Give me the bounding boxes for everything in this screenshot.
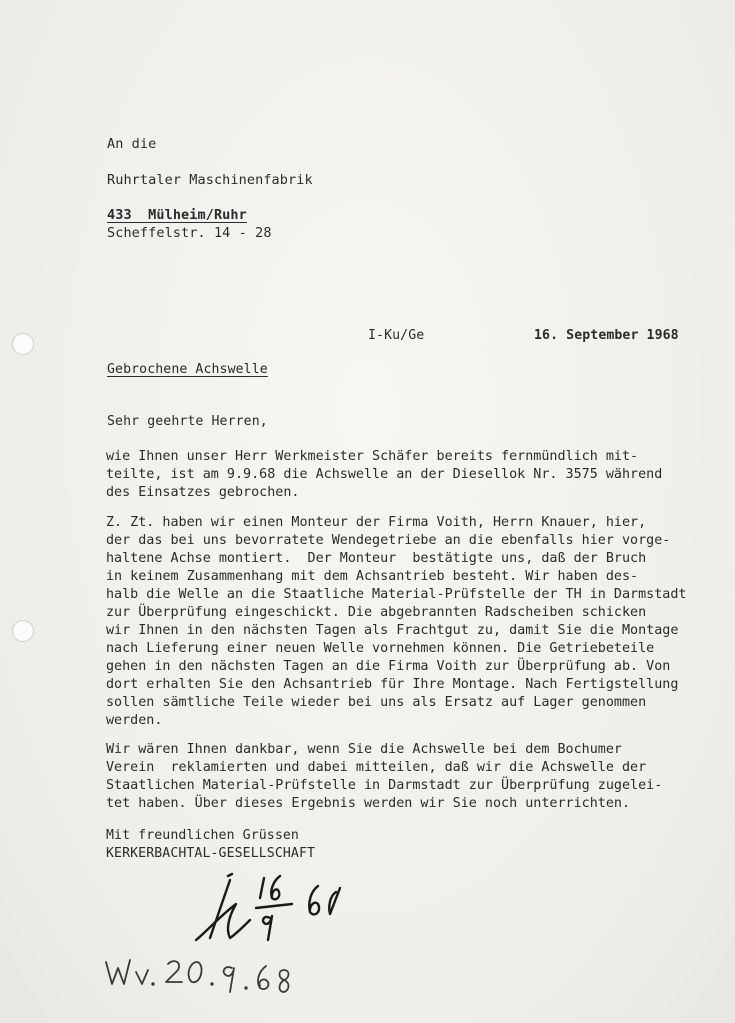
- handwritten-note-wiedervorlage: [100, 948, 320, 1004]
- punch-hole: [12, 620, 34, 642]
- subject-line: Gebrochene Achswelle: [107, 362, 268, 377]
- body-line: halb die Welle an die Staatliche Material-Prüfstelle der TH in Darmstadt: [106, 587, 687, 602]
- body-line: wie Ihnen unser Herr Werkmeister Schäfer bereits fernmündlich mit-: [106, 449, 639, 464]
- salutation: Sehr geehrte Herren,: [107, 414, 268, 429]
- body-line: Z. Zt. haben wir einen Monteur der Firma Voith, Herrn Knauer, hier,: [106, 515, 647, 530]
- body-line: Staatlichen Material-Prüfstelle in Darmstadt zur Überprüfung zugelei-: [106, 778, 663, 793]
- body-line: des Einsatzes gebrochen.: [106, 485, 300, 500]
- closing: Mit freundlichen Grüssen: [106, 828, 299, 843]
- body-line: teilte, ist am 9.9.68 die Achswelle an der Diesellok Nr. 3575 während: [106, 467, 663, 482]
- reference-code: I-Ku/Ge: [368, 328, 425, 343]
- body-line: tet haben. Über dieses Ergebnis werden wir Sie noch unterrichten.: [106, 796, 631, 811]
- body-line: zur Überprüfung eingeschickt. Die abgebrannten Radscheiben schicken: [106, 605, 647, 620]
- body-line: nach Lieferung einer neuen Welle vornehmen können. Die Getriebeteile: [106, 641, 655, 656]
- body-line: haltene Achse montiert. Der Monteur bestätigte uns, daß der Bruch: [106, 551, 647, 566]
- body-line: dort erhalten Sie den Achsantrieb für Ihre Montage. Nach Fertigstellung: [106, 677, 679, 692]
- body-line: wir Ihnen in den nächsten Tagen als Frachtgut zu, damit Sie die Montage: [106, 623, 679, 638]
- body-line: in keinem Zusammenhang mit dem Achsantrieb besteht. Wir haben des-: [106, 569, 639, 584]
- letter-date: 16. September 1968: [534, 328, 679, 343]
- recipient-line1: An die: [107, 136, 157, 152]
- body-line: Wir wären Ihnen dankbar, wenn Sie die Achswelle bei dem Bochumer: [106, 742, 622, 757]
- punch-hole: [12, 333, 34, 355]
- body-line: der das bei uns bevorratete Wendegetriebe an die ebenfalls hier vorge-: [106, 533, 671, 548]
- recipient-company: Ruhrtaler Maschinenfabrik: [107, 172, 313, 188]
- recipient-city: 433 Mülheim/Ruhr: [107, 207, 247, 223]
- sender-company: KERKERBACHTAL-GESELLSCHAFT: [106, 846, 316, 861]
- recipient-street: Scheffelstr. 14 - 28: [107, 225, 272, 241]
- handwritten-initials-signature: [180, 868, 370, 948]
- body-line: Verein reklamierten und dabei mitteilen, daß wir die Achswelle der: [106, 760, 647, 775]
- body-line: sollen sämtliche Teile wieder bei uns als Ersatz auf Lager genommen: [106, 695, 647, 710]
- body-line: gehen in den nächsten Tagen an die Firma Voith zur Überprüfung ab. Von: [106, 659, 671, 674]
- body-line: werden.: [106, 713, 163, 728]
